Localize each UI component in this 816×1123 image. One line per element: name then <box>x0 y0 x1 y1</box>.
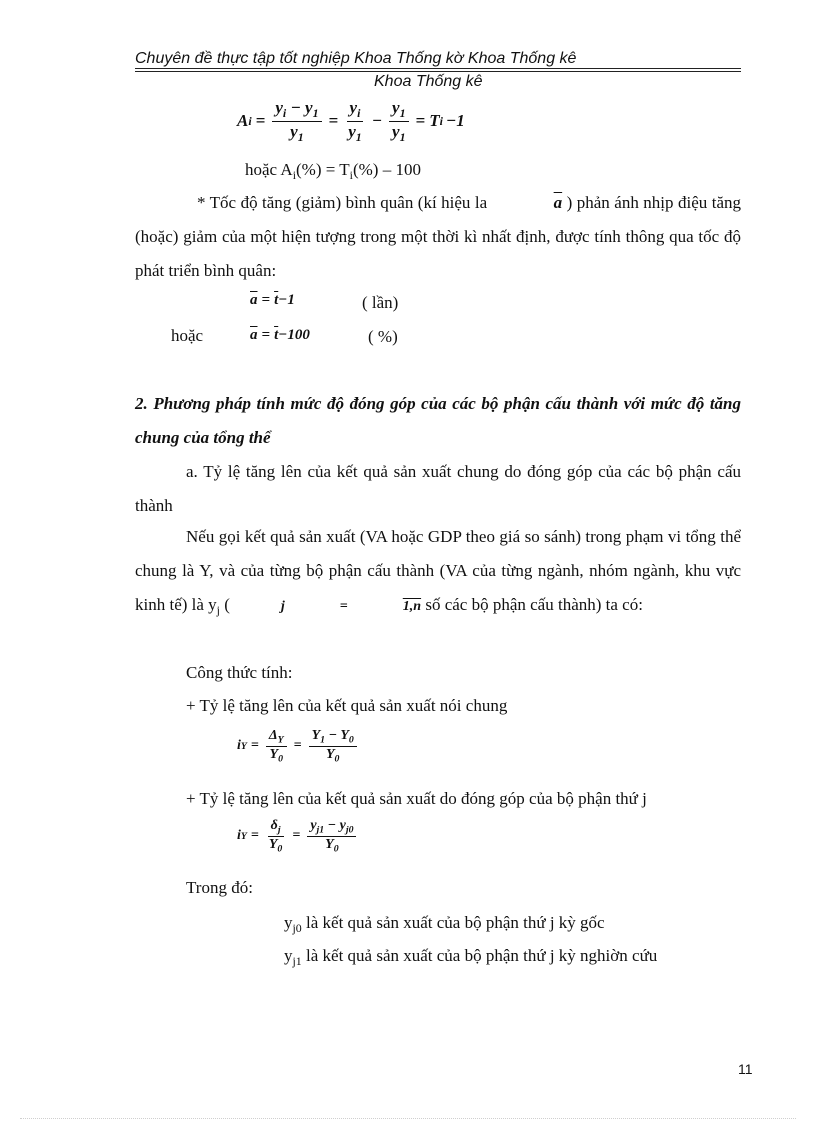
formula-overall-growth-rate: i Y = $\frac{\Delta_Y}{Y_0}$ = $\frac{Y_1 - Y_0}{Y_0}$ <box>237 728 360 764</box>
label-formula-intro: Công thức tính: <box>186 663 293 682</box>
bullet-component-contribution: + Tỷ lệ tăng lên của kết quả sản xuất do đóng góp của bộ phận thứ j <box>186 789 647 808</box>
paragraph-sub-a: a. Tỷ lệ tăng lên của kết quả sản xuất chung do đóng góp của các bộ phận cấu thành <box>135 462 741 515</box>
unit-percent: ( %) <box>368 327 398 346</box>
definition-yj1: $y_{j1}$ là kết quả sản xuất của bộ phận thứ j kỳ nghiờn cứu <box>284 946 658 969</box>
formula-component-growth-rate: i Y = $\frac{\delta_j}{Y_0}$ = $\frac{y_{j1} - y_{j0}}{Y_0}$ <box>237 818 359 854</box>
page-number: 11 <box>738 1061 753 1077</box>
bullet-overall-growth: + Tỷ lệ tăng lên của kết quả sản xuất nói chung <box>186 696 508 715</box>
paragraph-average-rate: * Tốc độ tăng (giảm) bình quân (kí hiệu la $\overline{a}$ ) phản ánh nhịp điệu tăng (hoặc) giảm của một hiện tượng trong một thời kì nhất định, được tính thông qua tốc độ phát triển bình quân: <box>135 186 741 288</box>
running-header: Chuyên đề thực tập tốt nghiệp Khoa Thống kờ Khoa Thống kê <box>135 50 577 67</box>
definition-yj0: $y_{j0}$ là kết quả sản xuất của bộ phận thứ j kỳ gốc <box>284 913 605 936</box>
section-2-heading: 2. Phương pháp tính mức độ đóng góp của các bộ phận cấu thành với mức độ tăng chung của tổng thể <box>135 394 741 447</box>
symbol-a-bar: $\overline{a}$ <box>553 193 563 212</box>
formula-growth-percent: hoặc $A_i(\%) = T_i(\%) - 100$ <box>245 160 421 183</box>
formula-average-rate-times: $\overline{a}$ = $\overline{t}$ −1 <box>250 292 295 308</box>
header-rule-top <box>135 68 741 69</box>
page-bottom-divider <box>20 1118 796 1119</box>
running-header-subtitle: Khoa Thống kê <box>374 73 483 90</box>
formula-average-rate-percent: $\overline{a}$ = $\overline{t}$ −100 <box>250 327 310 343</box>
label-hoac: hoặc <box>171 326 204 345</box>
paragraph-definition: Nếu gọi kết quả sản xuất (VA hoặc GDP theo giá so sánh) trong phạm vi tổng thể chung là Y, và của từng bộ phận cấu thành (VA của từng ngành, nhóm ngành, khu vực kinh tế) là $y_j$ ( j = 1,n số các bộ phận cấu thành) ta có: <box>135 527 741 618</box>
label-where: Trong đó: <box>186 878 253 897</box>
unit-times: ( lần) <box>362 293 399 312</box>
formula-growth-increment: A i = $\frac{y_i - y_1}{y_1}$ = $\frac{y_i}{y_1}$ − $\frac{y_1}{y_1}$ = T i −1 <box>237 98 465 144</box>
header-rule-bottom <box>135 71 741 72</box>
